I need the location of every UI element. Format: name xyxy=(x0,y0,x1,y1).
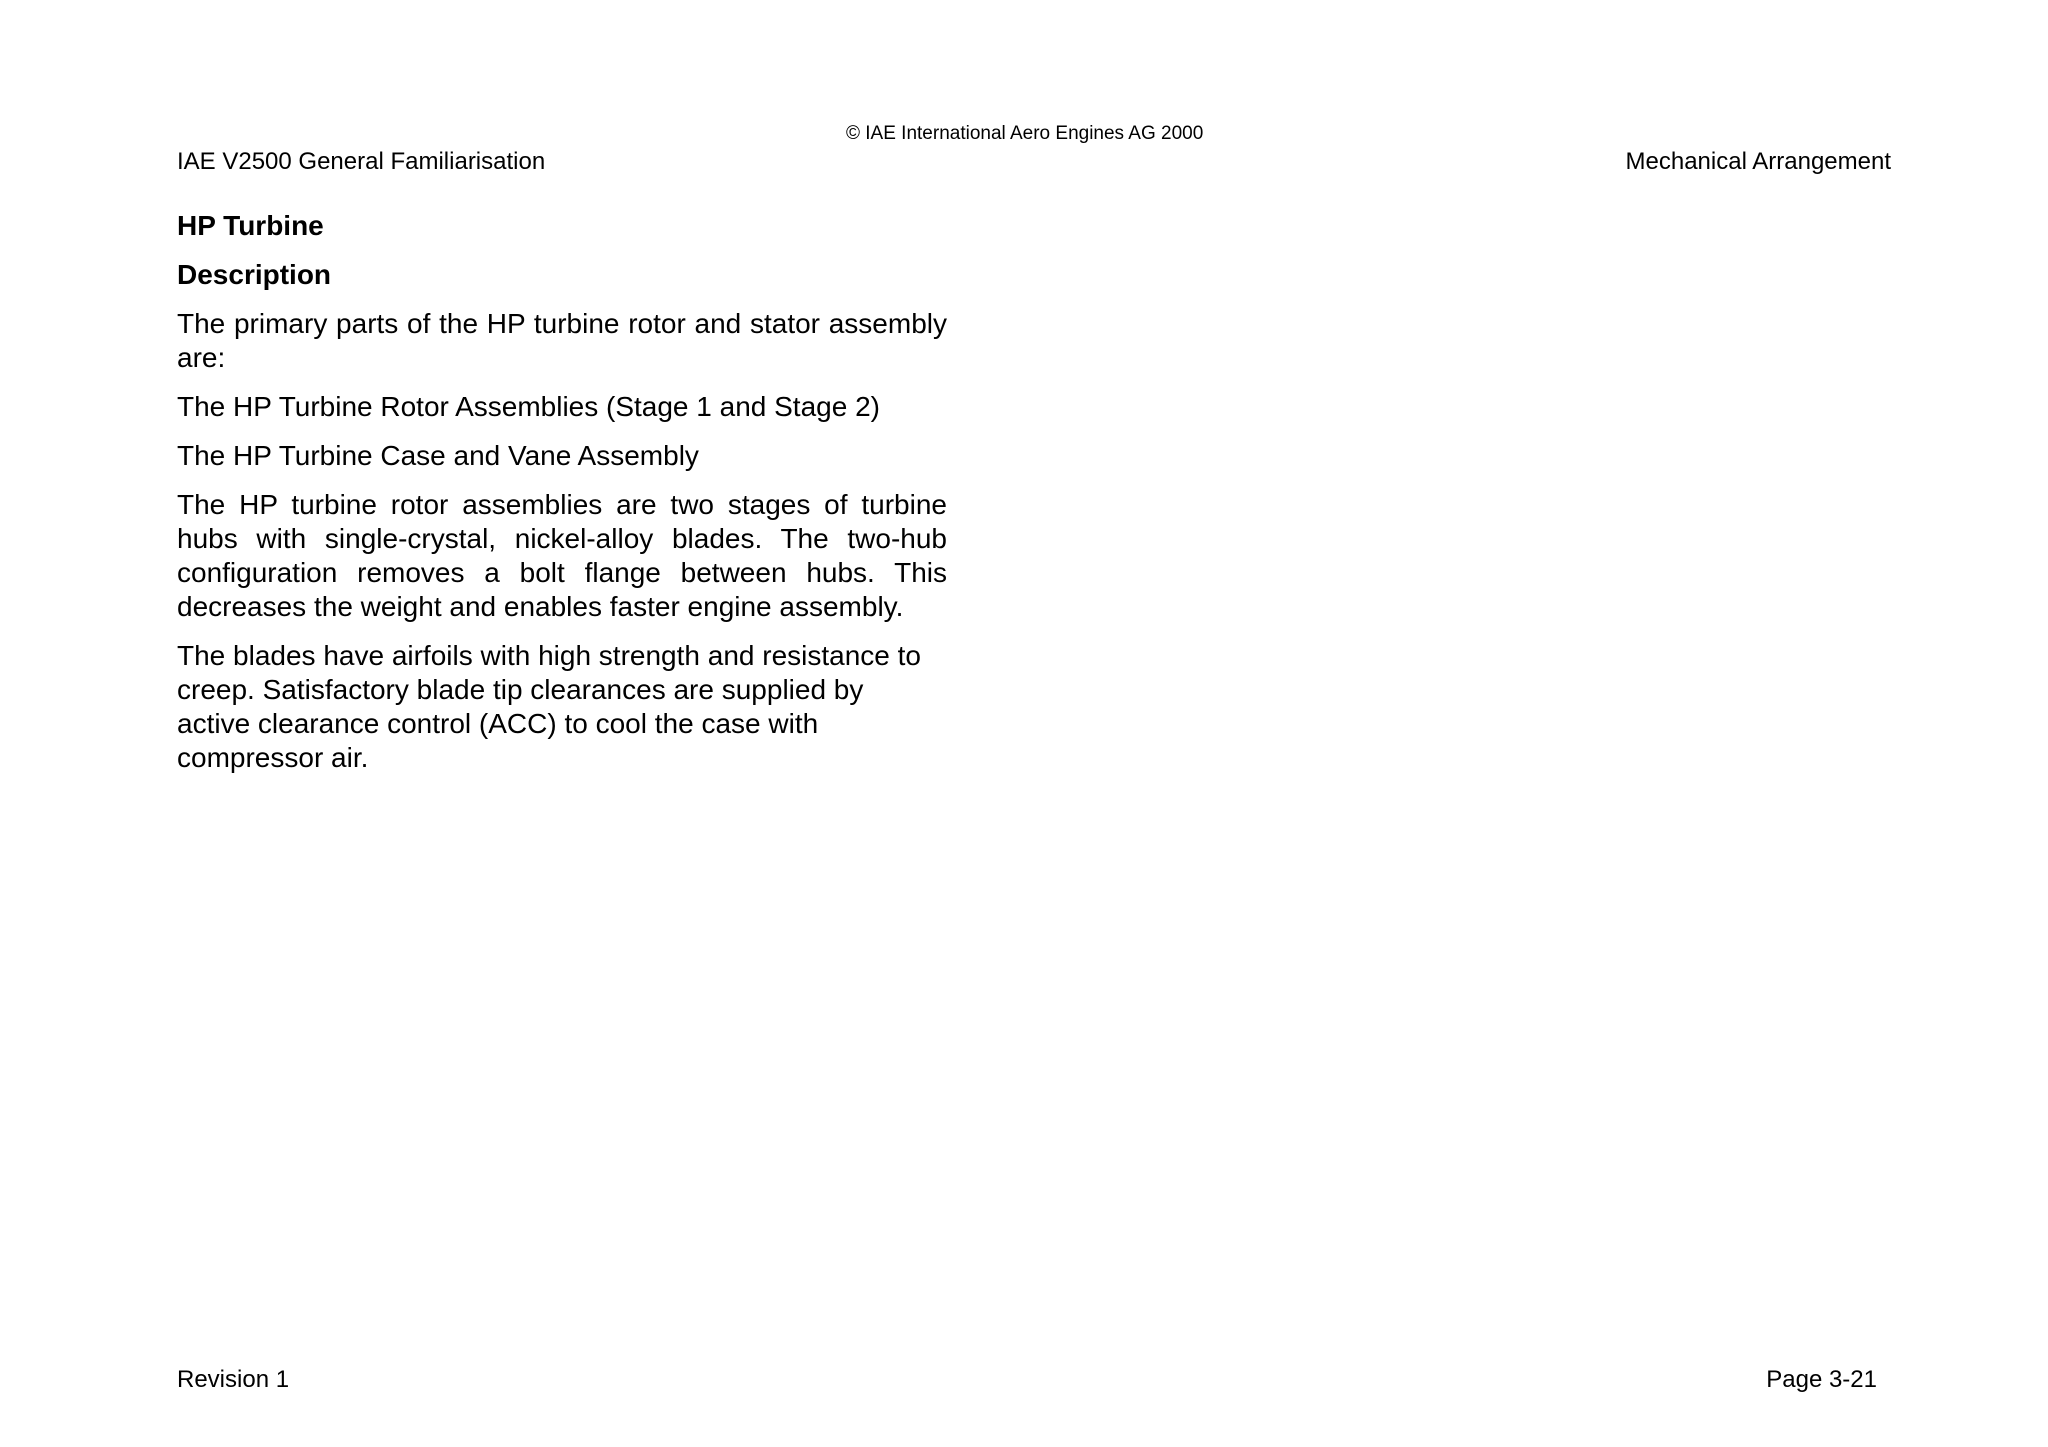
page-number: Page 3-21 xyxy=(1766,1366,1877,1393)
document-title: IAE V2500 General Familiarisation xyxy=(177,148,546,175)
paragraph-rotor-assemblies: The HP Turbine Rotor Assemblies (Stage 1 and Stage 2) xyxy=(177,391,880,422)
paragraph-blades-description: The blades have airfoils with high strength and resistance to creep. Satisfactory blade tip clearances are supplied by active clearance control (ACC) to cool the case with compressor air. xyxy=(177,640,921,773)
chapter-title: Mechanical Arrangement xyxy=(1625,148,1891,175)
paragraph-case-vane-assembly: The HP Turbine Case and Vane Assembly xyxy=(177,440,699,471)
paragraph-rotor-description: The HP turbine rotor assemblies are two stages of turbine hubs with single-crystal, nickel-alloy blades. The two-hub configuration removes a bolt flange between hubs. This decreases the weight and enables faster engine assembly. xyxy=(177,489,947,622)
copyright-notice: © IAE International Aero Engines AG 2000 xyxy=(846,123,1204,144)
section-heading: HP Turbine xyxy=(177,210,324,241)
main-content xyxy=(177,209,947,790)
revision-label: Revision 1 xyxy=(177,1366,290,1393)
subsection-heading: Description xyxy=(177,259,332,290)
paragraph-intro: The primary parts of the HP turbine rotor and stator assembly are: xyxy=(177,308,947,373)
